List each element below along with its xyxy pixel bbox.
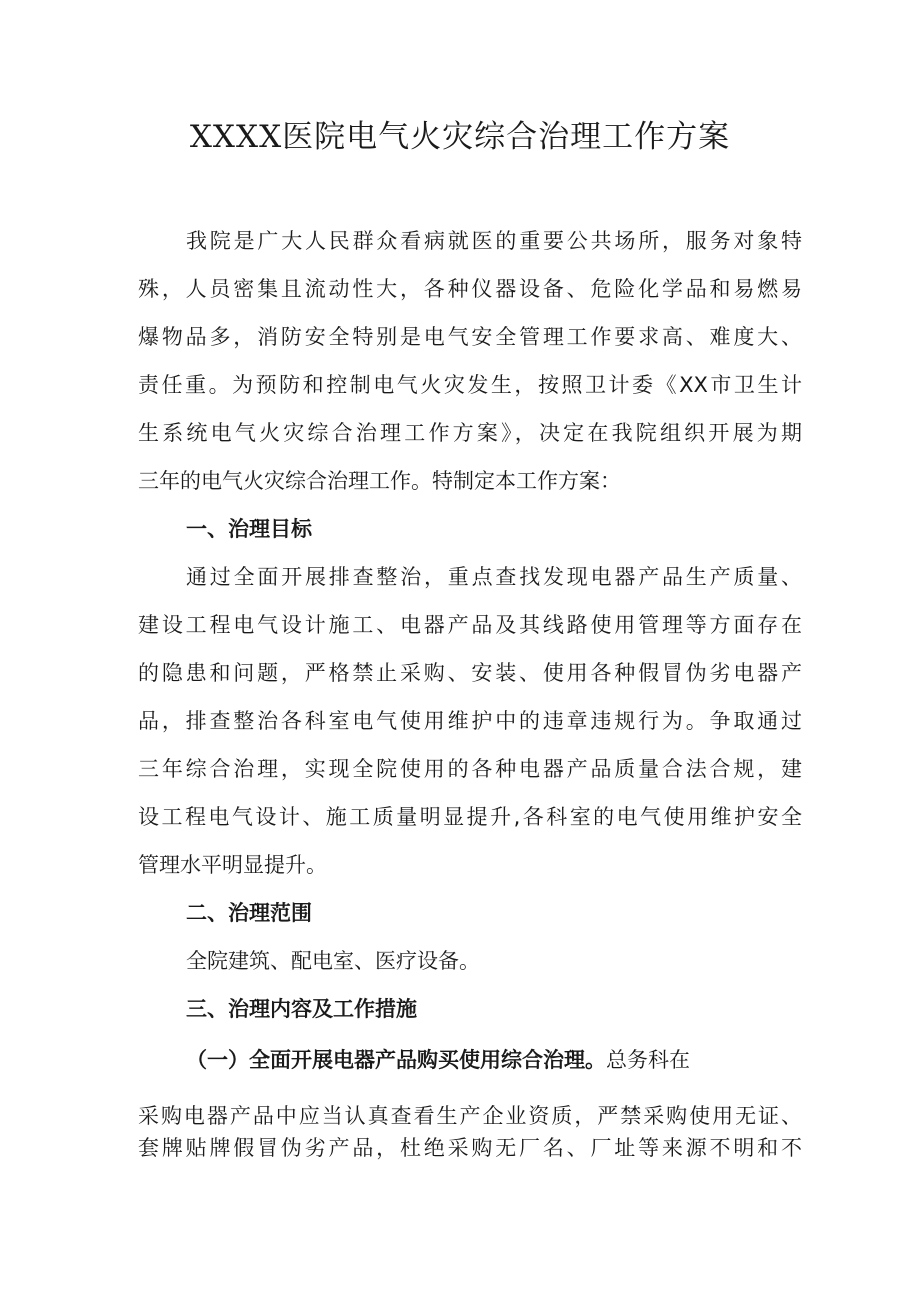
paragraph-line: 全院建筑、配电室、医疗设备。 xyxy=(186,949,480,973)
intro-line: 三年的电气火灾综合治理工作。特制定本工作方案： xyxy=(138,469,621,493)
paragraph-line: 建设工程电气设计施工、电器产品及其线路使用管理等方面存在 xyxy=(138,613,802,637)
sub-heading-bold: （一）全面开展电器产品购买使用综合治理。 xyxy=(186,1048,606,1072)
paragraph-line: 管理水平明显提升。 xyxy=(138,853,327,877)
section-heading-scope: 二、治理范围 xyxy=(186,901,312,925)
paragraph-line: 三年综合治理，实现全院使用的各种电器产品质量合法合规，建 xyxy=(138,757,802,781)
paragraph-line: 的隐患和问题，严格禁止采购、安装、使用各种假冒伪劣电器产 xyxy=(138,661,802,685)
paragraph-line: 通过全面开展排查整治，重点查找发现电器产品生产质量、 xyxy=(186,565,802,589)
intro-line: 殊，人员密集且流动性大，各种仪器设备、危险化学品和易燃易 xyxy=(138,277,802,301)
paragraph-line: 套牌贴牌假冒伪劣产品，杜绝采购无厂名、厂址等来源不明和不 xyxy=(138,1136,802,1160)
paragraph-line: 采购电器产品中应当认真查看生产企业资质，严禁采购使用无证、 xyxy=(138,1104,802,1128)
document-title: XXXX医院电气火灾综合治理工作方案 xyxy=(189,119,731,155)
sub-heading-line xyxy=(186,1036,690,1084)
paragraph-line: 设工程电气设计、施工质量明显提升,各科室的电气使用维护安全 xyxy=(138,805,802,829)
section-heading-goals: 一、治理目标 xyxy=(186,517,312,541)
intro-line: 爆物品多，消防安全特别是电气安全管理工作要求高、难度大、 xyxy=(138,325,802,349)
intro-line: 我院是广大人民群众看病就医的重要公共场所，服务对象特 xyxy=(186,229,802,253)
paragraph-line: 品，排查整治各科室电气使用维护中的违章违规行为。争取通过 xyxy=(138,709,802,733)
sub-heading-rest: 总务科在 xyxy=(606,1048,690,1072)
intro-line: 责任重。为预防和控制电气火灾发生，按照卫计委《XX市卫生计 xyxy=(138,373,802,397)
intro-line: 生系统电气火灾综合治理工作方案》，决定在我院组织开展为期 xyxy=(138,421,802,445)
section-heading-measures: 三、治理内容及工作措施 xyxy=(186,997,417,1021)
